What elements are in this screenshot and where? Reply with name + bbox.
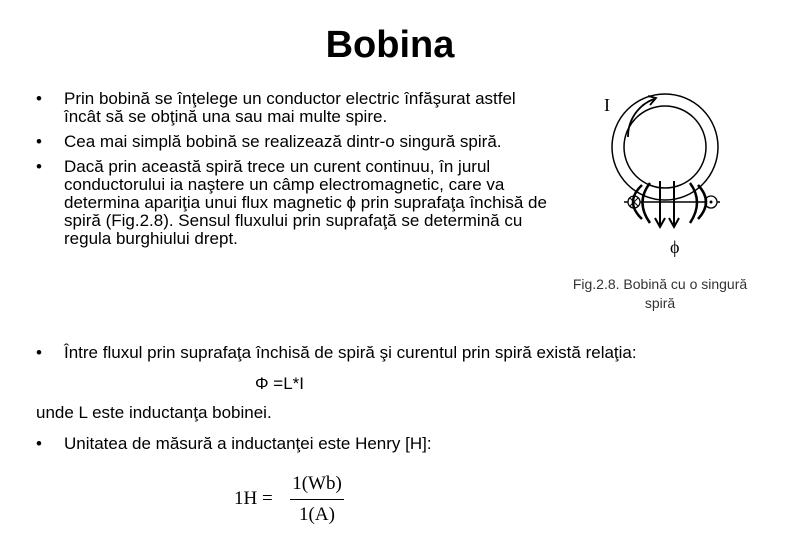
inductance-definition: unde L este inductanţa bobinei. — [36, 403, 272, 422]
bullet-flux: • Dacă prin această spiră trece un curent continuu, în jurul conductorului ia naştere un câmp electromagnetic, care va determina apariţia unui flux magnetic ϕ prin suprafaţa închisă de spiră (Fig.2.8). Sensul fluxului prin suprafaţă se determină cu regula burghiului drept. — [36, 158, 556, 248]
page-title: Bobina — [325, 24, 455, 66]
henry-fraction — [290, 470, 344, 529]
bullet-list — [36, 90, 556, 255]
current-label: I — [604, 95, 610, 115]
formula-phi: Φ =L*I — [255, 374, 305, 393]
bullet-unit: • Unitatea de măsură a inductanţei este Henry [H]: — [36, 434, 432, 454]
figure-caption: Fig.2.8. Bobină cu o singură spiră — [572, 276, 748, 311]
bullet-definition: • Prin bobină se înţelege un conductor electric înfăşurat astfel încât să se obţină una sau mai multe spire. — [36, 90, 556, 126]
henry-denominator: 1(A) — [299, 504, 335, 525]
henry-formula-lhs: 1H = — [234, 488, 273, 509]
coil-outer-ring — [612, 94, 718, 200]
fraction-bar — [290, 499, 344, 500]
bullet-single-turn: • Cea mai simplă bobină se realizează dintr-o singură spiră. — [36, 133, 556, 151]
bullet-relation: • Între fluxul prin suprafaţa închisă de spiră şi curentul prin spiră există relaţia: — [36, 343, 637, 363]
coil-diagram — [590, 85, 750, 260]
coil-figure — [590, 85, 750, 260]
flux-label: ϕ — [670, 237, 680, 257]
henry-numerator: 1(Wb) — [292, 473, 342, 494]
coil-inner-ring — [624, 106, 706, 188]
